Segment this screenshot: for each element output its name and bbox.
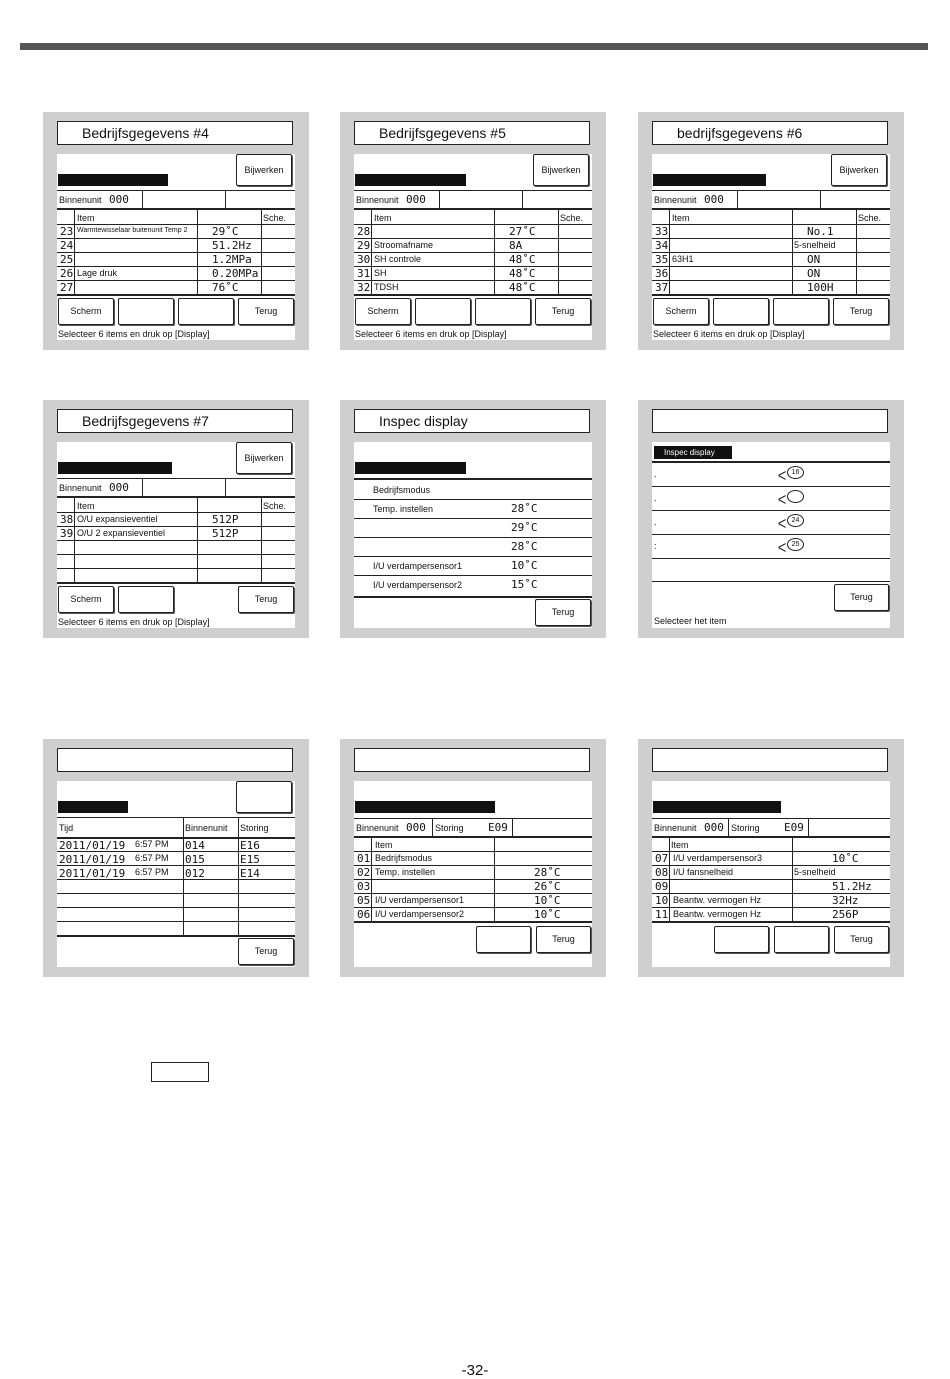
blank-button[interactable] [714,926,769,953]
back-button[interactable]: Terug [833,298,889,325]
hint-text: Selecteer 6 items en druk op [Display] [58,329,210,339]
update-button[interactable]: Bijwerken [236,442,292,474]
back-button[interactable]: Terug [238,298,294,325]
unit-code: 000 [406,821,426,834]
inspec-row-label: Bedrijfsmodus [373,485,431,495]
menu-tick: . [654,469,657,479]
col-fault: Storing [240,823,269,833]
panel-inspec-menu [638,400,904,638]
unit-code: 000 [109,193,129,206]
panel-fault-detail-1 [340,739,606,977]
redacted-bar [355,462,466,474]
hint-text: Selecteer 6 items en druk op [Display] [355,329,507,339]
blank-button[interactable] [178,298,234,325]
blank-button[interactable] [774,926,829,953]
col-item: Item [77,213,95,223]
panel-title: Bedrijfsgegevens #5 [354,121,590,145]
marker-circle [787,490,804,503]
pointer-line [778,475,786,480]
panel-title [57,748,293,772]
indoor-unit-label: Binnenunit [654,195,697,205]
panel-operation-data-7 [43,400,309,638]
fault-code: E09 [488,821,508,834]
back-button[interactable]: Terug [238,938,294,965]
indoor-unit-label: Binnenunit [59,483,102,493]
blank-button[interactable] [118,586,174,613]
screen: Bedrijfsmodus Temp. instellen 28˚C 29˚C 28˚C I/U verdampersensor1 10˚C I/U verdampersensor2 15˚C Terug [354,442,592,628]
col-time: Tijd [59,823,74,833]
update-button[interactable]: Bijwerken [533,154,589,186]
col-sche: Sche. [263,213,287,223]
redacted-bar [58,174,168,186]
screen: Bijwerken Binnenunit 000 Item Sche. 38 O/U expansieventiel 512P 39 O/U 2 expansieventiel 512P Scherm Terug Selecteer 6 items en druk op [Display] [57,442,295,628]
redacted-bar [653,801,781,813]
button-label-box [151,1062,209,1082]
blank-button[interactable] [118,298,174,325]
screen: Tijd Binnenunit Storing 2011/01/19 6:57 PM 014 E16 2011/01/19 6:57 PM 015 E15 2011/01/19 6:57 PM 012 E14 Terug [57,781,295,967]
indoor-unit-label: Binnenunit [654,823,697,833]
update-button[interactable]: Bijwerken [831,154,887,186]
indoor-unit-label: Binnenunit [356,195,399,205]
menu-tick: : [654,541,657,551]
panel-title [354,748,590,772]
col-sche: Sche. [858,213,882,223]
screen-button[interactable]: Scherm [355,298,411,325]
update-button[interactable]: Bijwerken [236,154,292,186]
panel-title [652,748,888,772]
panel-operation-data-4 [43,112,309,350]
fault-code: E09 [784,821,804,834]
screen: Bijwerken Binnenunit 000 Item Sche. 33 No.1 34 5-snelheid 35 63H1 ON 36 ON 37 100H Scherm Terug Selecteer 6 items en druk op [Display] [652,154,890,340]
back-button[interactable]: Terug [535,298,591,325]
inspec-header-tab: Inspec display [654,446,732,459]
panel-title: bedrijfsgegevens #6 [652,121,888,145]
hint-text: Selecteer 6 items en druk op [Display] [653,329,805,339]
panel-inspec-display [340,400,606,638]
pointer-line [778,523,786,528]
fault-label: Storing [731,823,760,833]
unit-code: 000 [109,481,129,494]
unit-code: 000 [406,193,426,206]
col-sche: Sche. [560,213,584,223]
marker-circle: 16 [787,466,804,479]
blank-button[interactable] [476,926,531,953]
col-item: Item [374,213,392,223]
unit-code: 000 [704,193,724,206]
fault-label: Storing [435,823,464,833]
panel-title [652,409,888,433]
screen: Binnenunit 000 Storing E09 Item 07 I/U verdampersensor3 10˚C 08 I/U fansnelheid 5-snelheid 09 51.2Hz 10 Beantw. vermogen Hz 32Hz 11 Beantw. vermogen Hz 256P Terug [652,781,890,967]
indoor-unit-label: Binnenunit [59,195,102,205]
screen: Bijwerken Binnenunit 000 Item Sche. 23 Warmtewisselaar buitenunit Temp 2 29˚C 24 51.2Hz 25 1.2MPa 26 Lage druk 0.20MPa 27 76˚C Scherm Terug Selecteer 6 items en druk op [Display] [57,154,295,340]
menu-tick: . [654,517,657,527]
panel-title: Bedrijfsgegevens #4 [57,121,293,145]
col-item: Item [77,501,95,511]
menu-tick: . [654,493,657,503]
back-button[interactable]: Terug [834,926,889,953]
unit-code: 000 [704,821,724,834]
blank-button[interactable] [773,298,829,325]
col-item: Item [375,840,393,850]
redacted-bar [58,462,172,474]
redacted-bar [58,801,128,813]
screen-button[interactable]: Scherm [58,586,114,613]
panel-title: Bedrijfsgegevens #7 [57,409,293,433]
col-item: Item [672,213,690,223]
panel-fault-detail-2 [638,739,904,977]
back-button[interactable]: Terug [536,926,591,953]
indoor-unit-label: Binnenunit [356,823,399,833]
panel-title: Inspec display [354,409,590,433]
back-button[interactable]: Terug [238,586,294,613]
redacted-bar [653,174,766,186]
screen-button[interactable]: Scherm [653,298,709,325]
screen [652,442,890,628]
blank-button[interactable] [713,298,769,325]
hint-text: Selecteer 6 items en druk op [Display] [58,617,210,627]
panel-fault-history [43,739,309,977]
top-rule [20,43,928,50]
screen-button[interactable]: Scherm [58,298,114,325]
redacted-bar [355,174,466,186]
screen: Binnenunit 000 Storing E09 Item 01 Bedrijfsmodus 02 Temp. instellen 28˚C 03 26˚C 05 I/U verdampersensor1 10˚C 06 I/U verdampersensor2 10˚C Terug [354,781,592,967]
panel-operation-data-6 [638,112,904,350]
pointer-line [778,499,786,504]
redacted-bar [355,801,495,813]
page-number: -32- [461,1362,489,1379]
marker-circle: 24 [787,514,804,527]
blank-button[interactable] [236,781,292,813]
marker-circle: 25 [787,538,804,551]
blank-button[interactable] [475,298,531,325]
blank-button[interactable] [415,298,471,325]
back-button[interactable]: Terug [535,599,591,626]
col-unit: Binnenunit [185,823,228,833]
pointer-line [778,547,786,552]
back-button[interactable]: Terug [834,584,889,611]
hint-text: Selecteer het item [654,616,727,626]
panel-operation-data-5 [340,112,606,350]
col-sche: Sche. [263,501,287,511]
col-item: Item [671,840,689,850]
screen: Bijwerken Binnenunit 000 Item Sche. 28 27˚C 29 Stroomafname 8A 30 SH controle 48˚C 31 SH 48˚C 32 TDSH 48˚C Scherm Terug Selecteer 6 items en druk op [Display] [354,154,592,340]
